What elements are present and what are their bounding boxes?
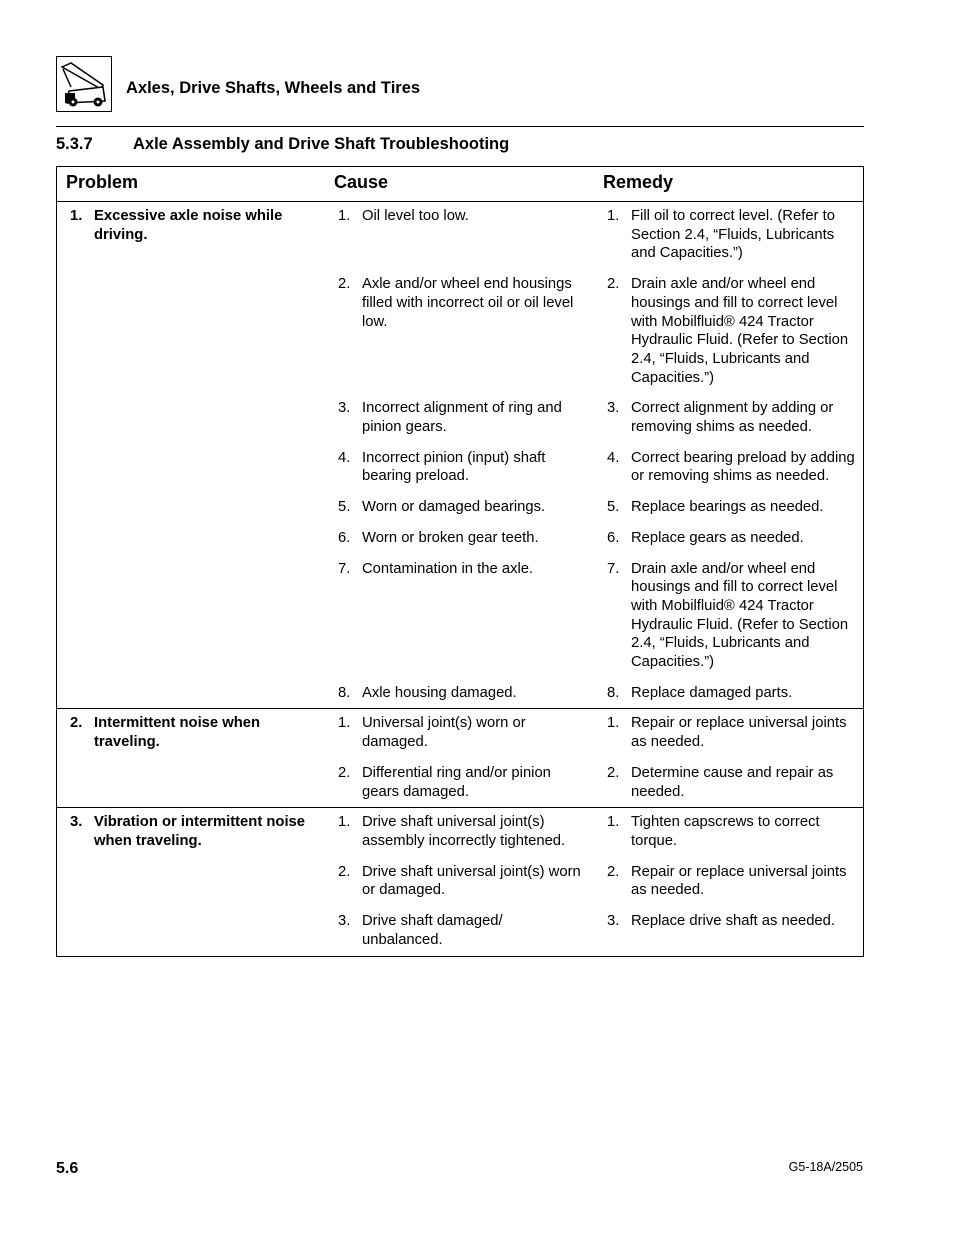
cause-remedy-cell — [325, 202, 863, 708]
remedy-number: 2. — [607, 276, 620, 293]
cause-text: Contamination in the axle. — [362, 560, 534, 577]
remedy-number: 1. — [607, 814, 620, 831]
remedy-item — [594, 207, 863, 263]
remedy-number: 6. — [607, 529, 620, 546]
problem-number: 1. — [70, 208, 83, 224]
cause-number: 4. — [338, 449, 351, 466]
problem-item — [70, 813, 315, 851]
cause-item — [325, 863, 594, 900]
problem-item — [70, 714, 315, 752]
problem-number: 2. — [70, 715, 83, 732]
remedy-text: Drain axle and/or wheel end housings and fill to correct level with Mobilfluid® 424 Tractor Hydraulic Fluid. (Refer to Section 2.4, “Fluids, Lubricants and Capacities.”) — [631, 560, 849, 671]
cause-item — [325, 714, 594, 751]
remedy-number: 7. — [607, 560, 620, 577]
cause-remedy-row — [325, 764, 863, 801]
cause-text: Incorrect pinion (input) shaft bearing preload. — [362, 449, 546, 485]
cause-number: 1. — [338, 715, 351, 732]
cause-text: Axle housing damaged. — [362, 684, 517, 701]
remedy-item — [594, 498, 863, 517]
page-number: 5.6 — [56, 1160, 79, 1177]
cause-column-header: Cause — [334, 172, 389, 192]
cause-text: Incorrect alignment of ring and pinion gears. — [362, 400, 562, 436]
problem-column-header: Problem — [66, 172, 139, 192]
remedy-item — [594, 275, 863, 387]
cause-text: Drive shaft universal joint(s) assembly incorrectly tightened. — [362, 814, 566, 849]
remedy-text: Repair or replace universal joints as needed. — [631, 863, 847, 899]
cause-number: 3. — [338, 400, 351, 417]
remedy-item — [594, 560, 863, 672]
remedy-number: 2. — [607, 764, 620, 781]
remedy-number: 3. — [607, 400, 620, 417]
cause-item — [325, 498, 594, 517]
table-body — [57, 202, 863, 956]
problem-item — [70, 207, 315, 245]
cause-number: 2. — [338, 276, 351, 293]
cause-remedy-row — [325, 912, 863, 949]
chapter-logo — [56, 56, 112, 112]
table-header-row — [57, 167, 863, 202]
cause-text: Drive shaft damaged/ unbalanced. — [362, 913, 503, 948]
problem-group — [57, 808, 863, 955]
remedy-text: Replace drive shaft as needed. — [631, 913, 835, 930]
cause-text: Drive shaft universal joint(s) worn or damaged. — [362, 863, 581, 899]
header-divider — [56, 126, 864, 127]
cause-number: 7. — [338, 560, 351, 577]
remedy-item — [594, 912, 863, 949]
cause-item — [325, 764, 594, 801]
cause-item — [325, 449, 594, 486]
cause-number: 1. — [338, 814, 351, 831]
remedy-item — [594, 529, 863, 548]
cause-item — [325, 529, 594, 548]
remedy-item — [594, 714, 863, 751]
remedy-number: 4. — [607, 449, 620, 466]
remedy-text: Determine cause and repair as needed. — [631, 764, 834, 800]
cause-number: 6. — [338, 529, 351, 546]
cause-remedy-cell — [325, 709, 863, 807]
cause-remedy-row — [325, 529, 863, 548]
document-id: G5-18A/2505 — [788, 1160, 863, 1174]
cause-remedy-cell — [325, 808, 863, 955]
cause-remedy-row — [325, 399, 863, 436]
cause-item — [325, 207, 594, 263]
cause-remedy-row — [325, 275, 863, 387]
cause-number: 5. — [338, 499, 351, 516]
cause-number: 3. — [338, 913, 351, 930]
cause-remedy-row — [325, 498, 863, 517]
remedy-text: Repair or replace universal joints as needed. — [631, 715, 847, 751]
cause-number: 8. — [338, 684, 351, 701]
problem-text: Excessive axle noise while driving. — [94, 208, 283, 243]
remedy-item — [594, 399, 863, 436]
problem-group — [57, 709, 863, 808]
remedy-item — [594, 863, 863, 900]
cause-remedy-row — [325, 863, 863, 900]
remedy-text: Replace damaged parts. — [631, 684, 793, 701]
remedy-text: Replace gears as needed. — [631, 529, 804, 546]
cause-number: 1. — [338, 208, 351, 224]
remedy-number: 1. — [607, 715, 620, 732]
problem-number: 3. — [70, 814, 83, 831]
remedy-item — [594, 684, 863, 703]
problem-cell — [57, 202, 325, 708]
remedy-item — [594, 449, 863, 486]
problem-text: Intermittent noise when traveling. — [94, 715, 261, 751]
problem-cell — [57, 808, 325, 955]
cause-text: Worn or broken gear teeth. — [362, 529, 539, 546]
remedy-text: Tighten capscrews to correct torque. — [631, 814, 820, 849]
cause-text: Universal joint(s) worn or damaged. — [362, 715, 526, 751]
chapter-title: Axles, Drive Shafts, Wheels and Tires — [126, 79, 421, 97]
cause-remedy-row — [325, 449, 863, 486]
remedy-number: 2. — [607, 863, 620, 880]
problem-group — [57, 202, 863, 709]
remedy-text: Correct alignment by adding or removing shims as needed. — [631, 400, 834, 436]
remedy-item — [594, 764, 863, 801]
cause-text: Differential ring and/or pinion gears damaged. — [362, 764, 551, 800]
cause-item — [325, 275, 594, 387]
cause-text: Axle and/or wheel end housings filled with incorrect oil or oil level low. — [362, 276, 574, 330]
remedy-number: 8. — [607, 684, 620, 701]
remedy-column-header: Remedy — [603, 172, 674, 192]
remedy-number: 3. — [607, 913, 620, 930]
cause-remedy-row — [325, 684, 863, 703]
cause-remedy-row — [325, 560, 863, 672]
remedy-number: 5. — [607, 499, 620, 516]
cause-text: Oil level too low. — [362, 208, 469, 224]
cause-item — [325, 813, 594, 850]
troubleshooting-table — [56, 166, 864, 957]
problem-text: Vibration or intermittent noise when traveling. — [94, 814, 306, 850]
cause-number: 2. — [338, 863, 351, 880]
cause-number: 2. — [338, 764, 351, 781]
remedy-number: 1. — [607, 208, 620, 224]
cause-remedy-row — [325, 207, 863, 263]
cause-item — [325, 399, 594, 436]
cause-item — [325, 684, 594, 703]
section-title: Axle Assembly and Drive Shaft Troubleshooting — [133, 135, 510, 153]
cause-item — [325, 912, 594, 949]
cause-item — [325, 560, 594, 672]
cause-remedy-row — [325, 813, 863, 850]
remedy-text: Replace bearings as needed. — [631, 499, 824, 516]
remedy-text: Fill oil to correct level. (Refer to Section 2.4, “Fluids, Lubricants and Capacities.”) — [631, 208, 835, 262]
truck-icon — [57, 57, 111, 111]
cause-text: Worn or damaged bearings. — [362, 499, 546, 516]
cause-remedy-row — [325, 714, 863, 751]
remedy-item — [594, 813, 863, 850]
problem-cell — [57, 709, 325, 807]
remedy-text: Drain axle and/or wheel end housings and fill to correct level with Mobilfluid® 424 Tractor Hydraulic Fluid. (Refer to Section 2.4, “Fluids, Lubricants and Capacities.”) — [631, 276, 849, 386]
section-number: 5.3.7 — [56, 135, 93, 153]
remedy-text: Correct bearing preload by adding or removing shims as needed. — [631, 449, 855, 485]
